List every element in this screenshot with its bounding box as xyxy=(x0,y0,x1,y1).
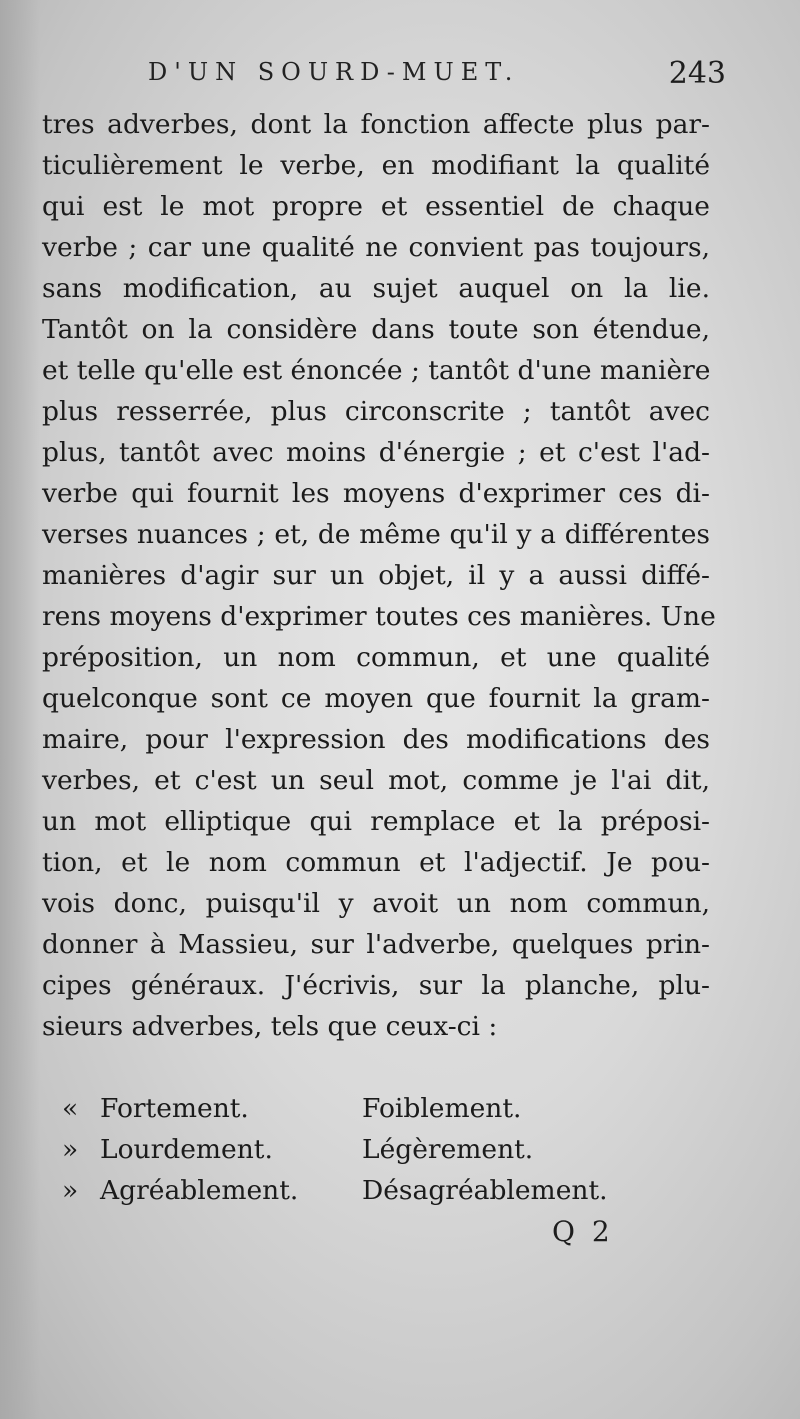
text-line: sans modification, au sujet auquel on la lie. xyxy=(42,273,710,304)
adverb-row xyxy=(62,1129,662,1170)
adverb-right: Foiblement. xyxy=(362,1093,522,1124)
text-line: cipes généraux. J'écrivis, sur la planche, plu- xyxy=(42,970,710,1001)
text-line: maire, pour l'expression des modifications des xyxy=(42,724,710,755)
adverb-right: Légèrement. xyxy=(362,1134,534,1165)
text-line: vois donc, puisqu'il y avoit un nom commun, xyxy=(42,888,710,919)
text-line: plus resserrée, plus circonscrite ; tantôt avec xyxy=(42,396,710,427)
text-line: tres adverbes, dont la fonction affecte plus par- xyxy=(42,109,710,140)
text-line: verbes, et c'est un seul mot, comme je l'ai dit, xyxy=(42,765,710,796)
text-line: quelconque sont ce moyen que fournit la gram- xyxy=(42,683,710,714)
text-line: donner à Massieu, sur l'adverbe, quelques prin- xyxy=(42,929,710,960)
running-title: D'UN SOURD-MUET. xyxy=(148,58,520,86)
quote-mark: « xyxy=(62,1093,79,1124)
page-edge-shadow xyxy=(0,0,40,1419)
text-line: Tantôt on la considère dans toute son étendue, xyxy=(42,314,710,345)
quote-mark: » xyxy=(62,1134,79,1165)
adverb-left: Agréablement. xyxy=(100,1175,299,1206)
adverb-list xyxy=(62,1088,662,1211)
adverb-right: Désagréablement. xyxy=(362,1175,608,1206)
text-line: préposition, un nom commun, et une qualité xyxy=(42,642,710,673)
text-line: et telle qu'elle est énoncée ; tantôt d'une manière xyxy=(42,355,711,386)
text-line: rens moyens d'exprimer toutes ces manières. Une xyxy=(42,601,716,632)
adverb-row xyxy=(62,1170,662,1211)
text-line: manières d'agir sur un objet, il y a aussi diffé- xyxy=(42,560,710,591)
page-header xyxy=(40,56,726,98)
text-line: verbe qui fournit les moyens d'exprimer ces di- xyxy=(42,478,710,509)
body-text xyxy=(42,104,716,1047)
text-line: ticulièrement le verbe, en modifiant la qualité xyxy=(42,150,710,181)
text-line: tion, et le nom commun et l'adjectif. Je pou- xyxy=(42,847,710,878)
adverb-left: Fortement. xyxy=(100,1093,249,1124)
text-line: verbe ; car une qualité ne convient pas toujours, xyxy=(42,232,710,263)
text-line: qui est le mot propre et essentiel de chaque xyxy=(42,191,710,222)
text-line: un mot elliptique qui remplace et la préposi- xyxy=(42,806,710,837)
text-line: plus, tantôt avec moins d'énergie ; et c'est l'ad- xyxy=(42,437,710,468)
text-line: verses nuances ; et, de même qu'il y a différentes xyxy=(42,519,710,550)
signature-mark: Q 2 xyxy=(552,1215,614,1248)
page-number: 243 xyxy=(668,56,726,91)
adverb-left: Lourdement. xyxy=(100,1134,273,1165)
quote-mark: » xyxy=(62,1175,79,1206)
adverb-row xyxy=(62,1088,662,1129)
text-line: sieurs adverbes, tels que ceux-ci : xyxy=(42,1011,498,1042)
